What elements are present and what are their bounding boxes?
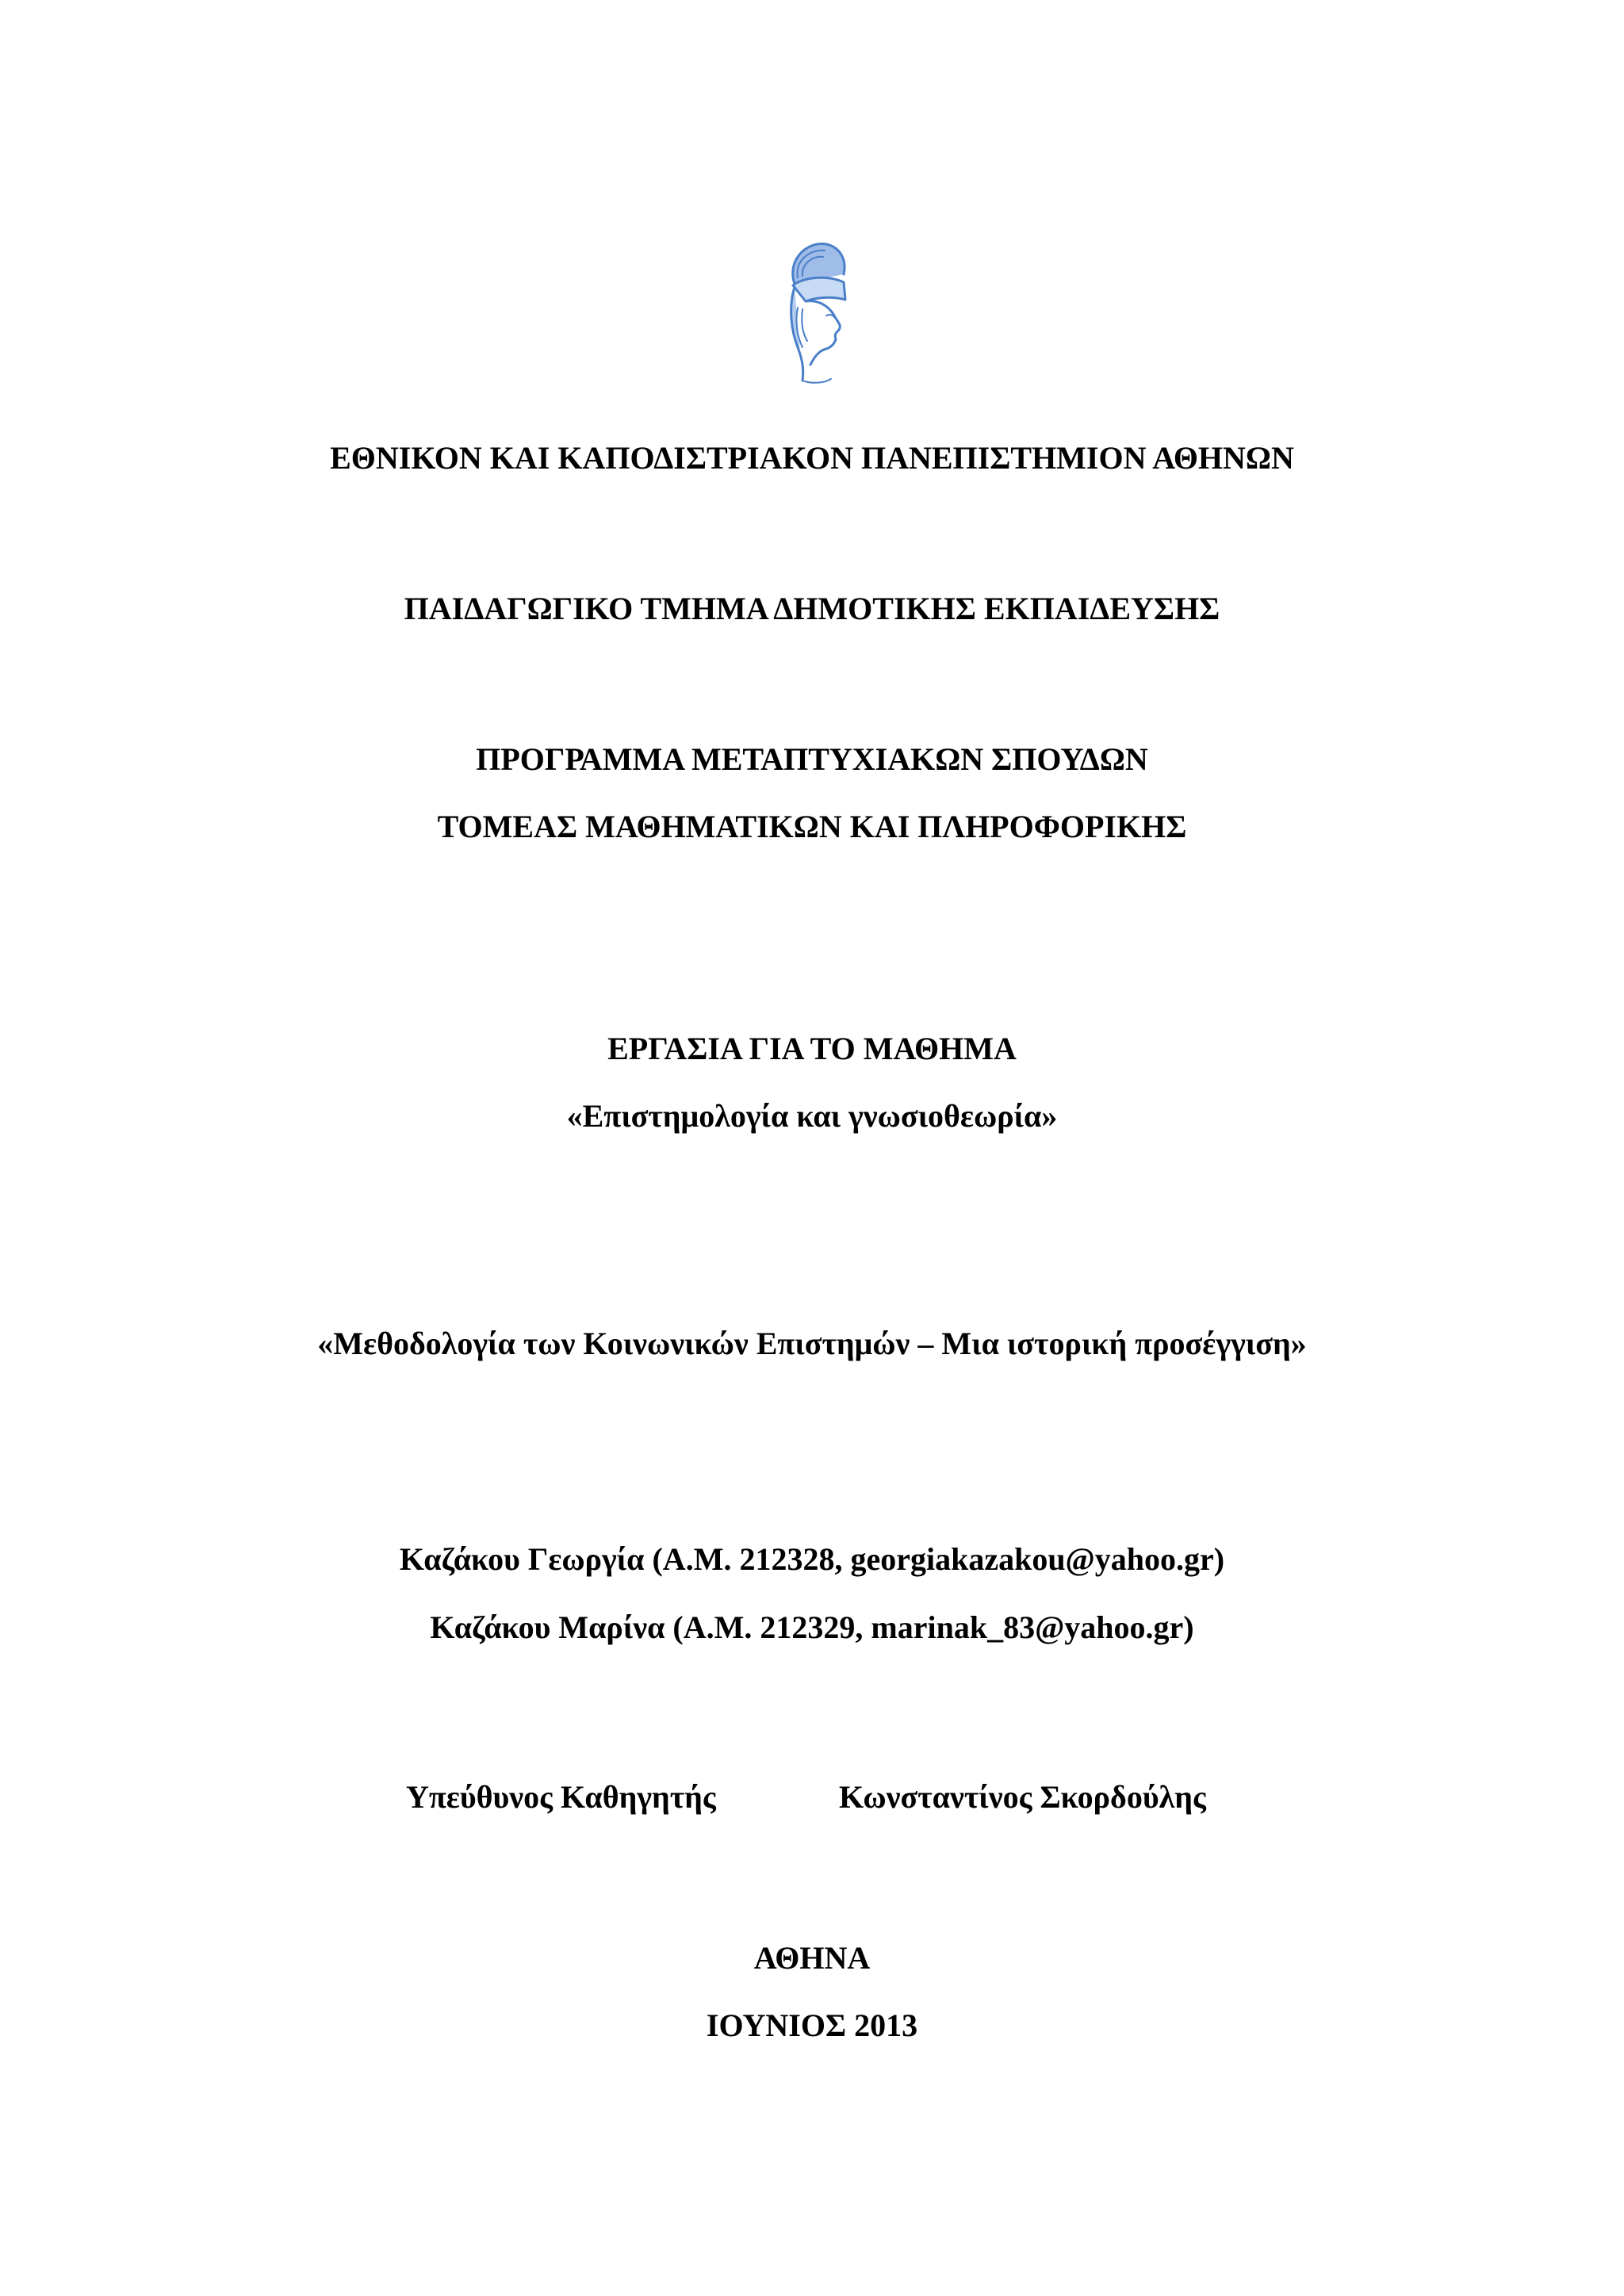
author-2: Καζάκου Μαρίνα (Α.Μ. 212329, marinak_83@yahoo.gr) bbox=[430, 1609, 1194, 1645]
program-name: ΠΡΟΓΡΑΜΜΑ ΜΕΤΑΠΤΥΧΙΑΚΩΝ ΣΠΟΥΔΩΝ bbox=[476, 741, 1148, 777]
city: ΑΘΗΝΑ bbox=[753, 1940, 871, 1976]
athena-helmet-logo-icon bbox=[771, 236, 858, 387]
university-name: ΕΘΝΙΚΟΝ ΚΑΙ ΚΑΠΟΔΙΣΤΡΙΑΚΟΝ ΠΑΝΕΠΙΣΤΗΜΙΟΝ ΑΘΗΝΩΝ bbox=[330, 440, 1294, 476]
paper-title: «Μεθοδολογία των Κοινωνικών Επιστημών – Μια ιστορική προσέγγιση» bbox=[317, 1326, 1307, 1361]
supervisor-name: Κωνσταντίνος Σκορδούλης bbox=[839, 1779, 1206, 1815]
supervisor-label: Υπεύθυνος Καθηγητής bbox=[406, 1779, 716, 1815]
date: ΙΟΥΝΙΟΣ 2013 bbox=[706, 2007, 918, 2043]
sector-name: ΤΟΜΕΑΣ ΜΑΘΗΜΑΤΙΚΩΝ ΚΑΙ ΠΛΗΡΟΦΟΡΙΚΗΣ bbox=[437, 809, 1187, 844]
author-1: Καζάκου Γεωργία (Α.Μ. 212328, georgiakazakou@yahoo.gr) bbox=[399, 1541, 1225, 1577]
assignment-label: ΕΡΓΑΣΙΑ ΓΙΑ ΤΟ ΜΑΘΗΜΑ bbox=[607, 1031, 1017, 1066]
department-name: ΠΑΙΔΑΓΩΓΙΚΟ ΤΜΗΜΑ ΔΗΜΟΤΙΚΗΣ ΕΚΠΑΙΔΕΥΣΗΣ bbox=[404, 591, 1220, 626]
course-name: «Επιστημολογία και γνωσιοθεωρία» bbox=[566, 1098, 1058, 1134]
